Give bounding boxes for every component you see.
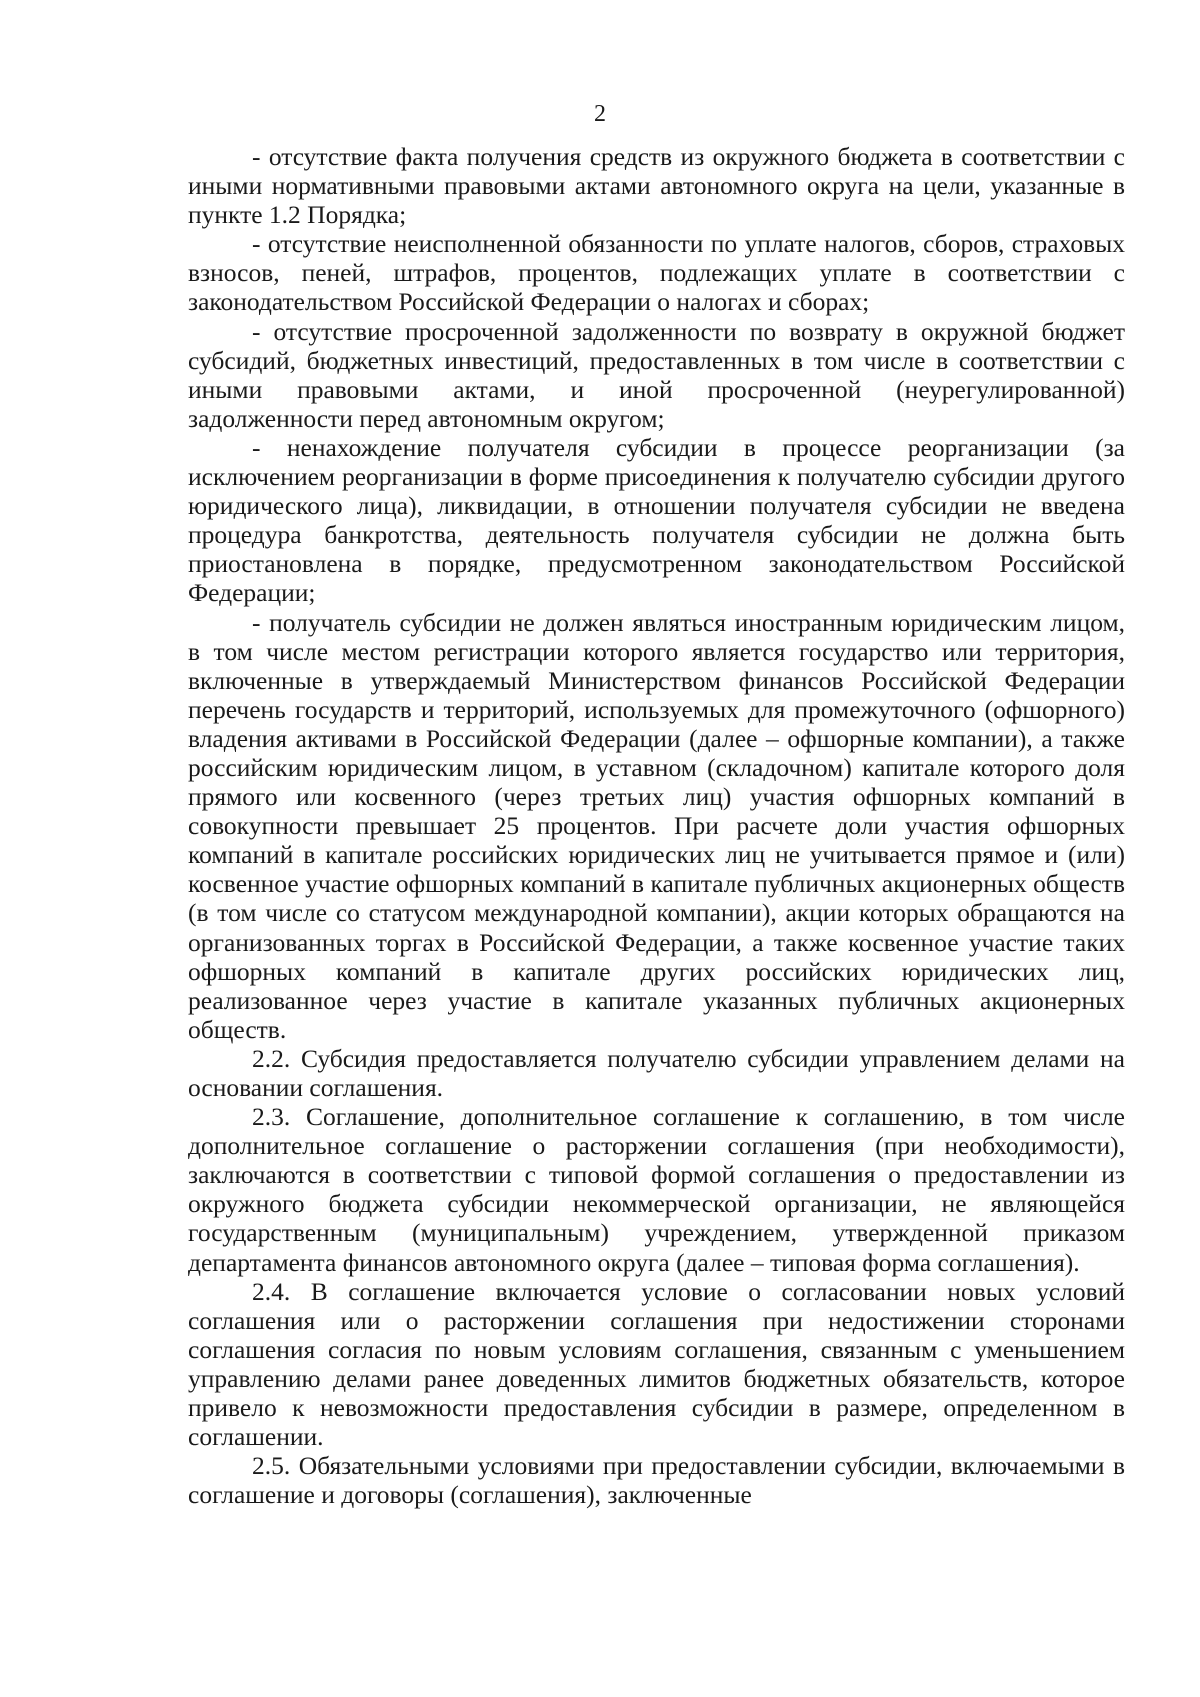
paragraph-no-reorganization: - ненахождение получателя субсидии в процессе реорганизации (за исключением реорганизации в форме присоединения к получателю субсидии другого юридического лица), ликвидации, в отношении получателя субсидии не введена процедура банкротства, деятельность получателя субсидии не должна быть приостановлена в порядке, предусмотренном законодательством Российской Федерации; <box>188 432 1125 608</box>
clause-2-3: 2.3. Соглашение, дополнительное соглашение к соглашению, в том числе дополнительное соглашение о расторжении соглашения (при необходимости), заключаются в соответствии с типовой формой соглашения о предоставлении из окружного бюджета субсидии некоммерческой организации, не являющейся государственным (муниципальным) учреждением, утвержденной приказом департамента финансов автономного округа (далее – типовая форма соглашения). <box>188 1102 1125 1277</box>
paragraph-not-foreign-entity: - получатель субсидии не должен являться иностранным юридическим лицом, в том числе местом регистрации которого является государство или территория, включенные в утверждаемый Министерством финансов Российской Федерации перечень государств и территорий, используемых для промежуточного (офшорного) владения активами в Российской Федерации (далее – офшорные компании), а также российским юридическим лицом, в уставном (складочном) капитале которого доля прямого или косвенного (через третьих лиц) участия офшорных компаний в совокупности превышает 25 процентов. При расчете доли участия офшорных компаний в капитале российских юридических лиц не учитывается прямое и (или) косвенное участие офшорных компаний в капитале публичных акционерных обществ (в том числе со статусом международной компании), акции которых обращаются на организованных торгах в Российской Федерации, а также косвенное участие таких офшорных компаний в капитале других российских юридических лиц, реализованное через участие в капитале указанных публичных акционерных обществ. <box>188 607 1125 1044</box>
document-body <box>188 142 1125 1509</box>
page-number: 2 <box>594 101 606 127</box>
clause-2-4: 2.4. В соглашение включается условие о согласовании новых условий соглашения или о расторжении соглашения при недостижении сторонами соглашения согласия по новым условиям соглашения, связанным с уменьшением управлению делами ранее доведенных лимитов бюджетных обязательств, которое привело к невозможности предоставления субсидии в размере, определенном в соглашении. <box>188 1276 1125 1452</box>
paragraph-no-funds-received: - отсутствие факта получения средств из окружного бюджета в соответствии с иными нормативными правовыми актами автономного округа на цели, указанные в пункте 1.2 Порядка; <box>188 142 1125 230</box>
paragraph-no-tax-arrears: - отсутствие неисполненной обязанности по уплате налогов, сборов, страховых взносов, пеней, штрафов, процентов, подлежащих уплате в соответствии с законодательством Российской Федерации о налогах и сборах; <box>188 229 1125 317</box>
clause-2-5: 2.5. Обязательными условиями при предоставлении субсидии, включаемыми в соглашение и договоры (соглашения), заключенные <box>188 1451 1125 1510</box>
clause-2-2: 2.2. Субсидия предоставляется получателю субсидии управлением делами на основании соглашения. <box>188 1043 1125 1102</box>
paragraph-no-overdue-debt: - отсутствие просроченной задолженности по возврату в окружной бюджет субсидий, бюджетных инвестиций, предоставленных в том числе в соответствии с иными правовыми актами, и иной просроченной (неурегулированной) задолженности перед автономным округом; <box>188 316 1125 433</box>
